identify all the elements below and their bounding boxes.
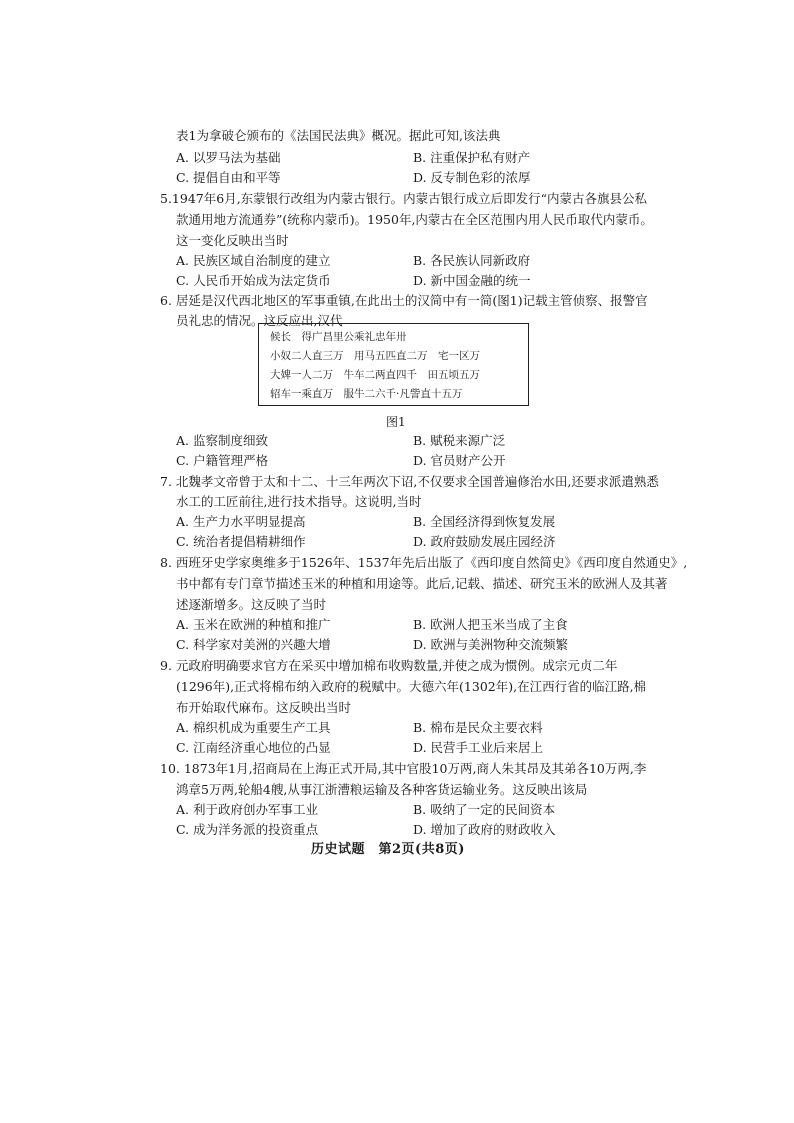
figure-row-2: 小奴二人直三万 用马五匹直二万 宅一区万 [270, 350, 480, 362]
figure-caption: 图1 [386, 415, 406, 429]
q6-option-a: A. 监察制度细致 [176, 433, 268, 448]
q9-option-b: B. 棉布是民众主要衣料 [413, 720, 543, 735]
q5-stem-line1: 5.1947年6月,东蒙银行改组为内蒙古银行。内蒙古银行成立后即发行“内蒙古各旗县公私 [160, 191, 648, 206]
q6-option-b: B. 赋税来源广泛 [413, 433, 506, 448]
q10-stem-line1: 10. 1873年1月,招商局在上海正式开局,其中官股10万两,商人朱其昂及其弟各10万两,李 [160, 761, 647, 776]
figure-row-4: 轺车一乘直万 服牛二六千·凡訾直十五万 [270, 388, 463, 400]
q10-option-b: B. 吸纳了一定的民间资本 [413, 802, 556, 817]
q4-option-b: B. 注重保护私有财产 [413, 150, 531, 165]
q6-stem-line1: 6. 居延是汉代西北地区的军事重镇,在此出土的汉简中有一简(图1)记载主管侦察、报警官 [160, 293, 648, 308]
q5-stem-line3: 这一变化反映出当时 [176, 233, 289, 248]
q7-option-c: C. 统治者提倡精耕细作 [176, 534, 306, 549]
q8-option-b: B. 欧洲人把玉米当成了主食 [413, 617, 568, 632]
q4-option-d: D. 反专制色彩的浓厚 [413, 170, 531, 185]
q7-option-b: B. 全国经济得到恢复发展 [413, 514, 556, 529]
q10-stem-line2: 鸿章5万两,轮船4艘,从事江浙漕粮运输及各种客货运输业务。这反映出该局 [176, 782, 588, 797]
q5-option-d: D. 新中国金融的统一 [413, 273, 531, 288]
q9-stem-line1: 9. 元政府明确要求官方在采买中增加棉布收购数量,并使之成为惯例。成宗元贞二年 [160, 658, 618, 673]
figure-row-1: 候长 得广昌里公乘礼忠年卅 [270, 331, 407, 343]
q10-option-a: A. 利于政府创办军事工业 [176, 802, 318, 817]
q8-stem-line3: 述逐渐增多。这反映了当时 [176, 597, 327, 612]
q5-option-a: A. 民族区域自治制度的建立 [176, 253, 331, 268]
q10-option-c: C. 成为洋务派的投资重点 [176, 822, 319, 837]
q5-stem-line2: 款通用地方流通券”(统称内蒙币)。1950年,内蒙古在全区范围内用人民币取代内蒙币。 [176, 212, 653, 227]
page-footer: 历史试题 第2页(共8页) [311, 842, 465, 857]
q9-stem-line2: (1296年),正式将棉布纳入政府的税赋中。大德六年(1302年),在江西行省的临江路,棉 [176, 679, 647, 694]
q4-stem: 表1为拿破仑颁布的《法国民法典》概况。据此可知,该法典 [176, 128, 501, 143]
q5-option-c: C. 人民币开始成为法定货币 [176, 273, 331, 288]
q5-option-b: B. 各民族认同新政府 [413, 253, 531, 268]
q6-stem-line2: 员礼忠的情况。这反应出,汉代 [176, 313, 343, 328]
q7-option-d: D. 政府鼓励发展庄园经济 [413, 534, 556, 549]
q9-stem-line3: 布开始取代麻布。这反映出当时 [176, 700, 352, 715]
q6-figure-box [258, 323, 529, 406]
q8-stem-line1: 8. 西班牙史学家奥维多于1526年、1537年先后出版了《西印度自然简史》《西印度自然通史》, [160, 555, 688, 570]
q8-option-a: A. 玉米在欧洲的种植和推广 [176, 617, 331, 632]
q9-option-c: C. 江南经济重心地位的凸显 [176, 740, 331, 755]
figure-row-3: 大婢一人二万 牛车二两直四千 田五顷五万 [270, 369, 480, 381]
q7-option-a: A. 生产力水平明显提高 [176, 514, 306, 529]
q8-option-c: C. 科学家对美洲的兴趣大增 [176, 637, 331, 652]
q7-stem-line1: 7. 北魏孝文帝曾于太和十二、十三年两次下诏,不仅要求全国普遍修治水田,还要求派遣熟悉 [160, 474, 659, 489]
q9-option-d: D. 民营手工业后来居上 [413, 740, 544, 755]
q10-option-d: D. 增加了政府的财政收入 [413, 822, 556, 837]
q7-stem-line2: 水工的工匠前往,进行技术指导。这说明,当时 [176, 494, 422, 509]
q8-option-d: D. 欧洲与美洲物种交流频繁 [413, 637, 569, 652]
q4-option-c: C. 提倡自由和平等 [176, 170, 281, 185]
q6-option-c: C. 户籍管理严格 [176, 453, 269, 468]
q4-option-a: A. 以罗马法为基础 [176, 150, 281, 165]
q6-option-d: D. 官员财产公开 [413, 453, 506, 468]
q8-stem-line2: 书中都有专门章节描述玉米的种植和用途等。此后,记载、描述、研究玉米的欧洲人及其著 [176, 576, 668, 591]
q9-option-a: A. 棉织机成为重要生产工具 [176, 720, 331, 735]
